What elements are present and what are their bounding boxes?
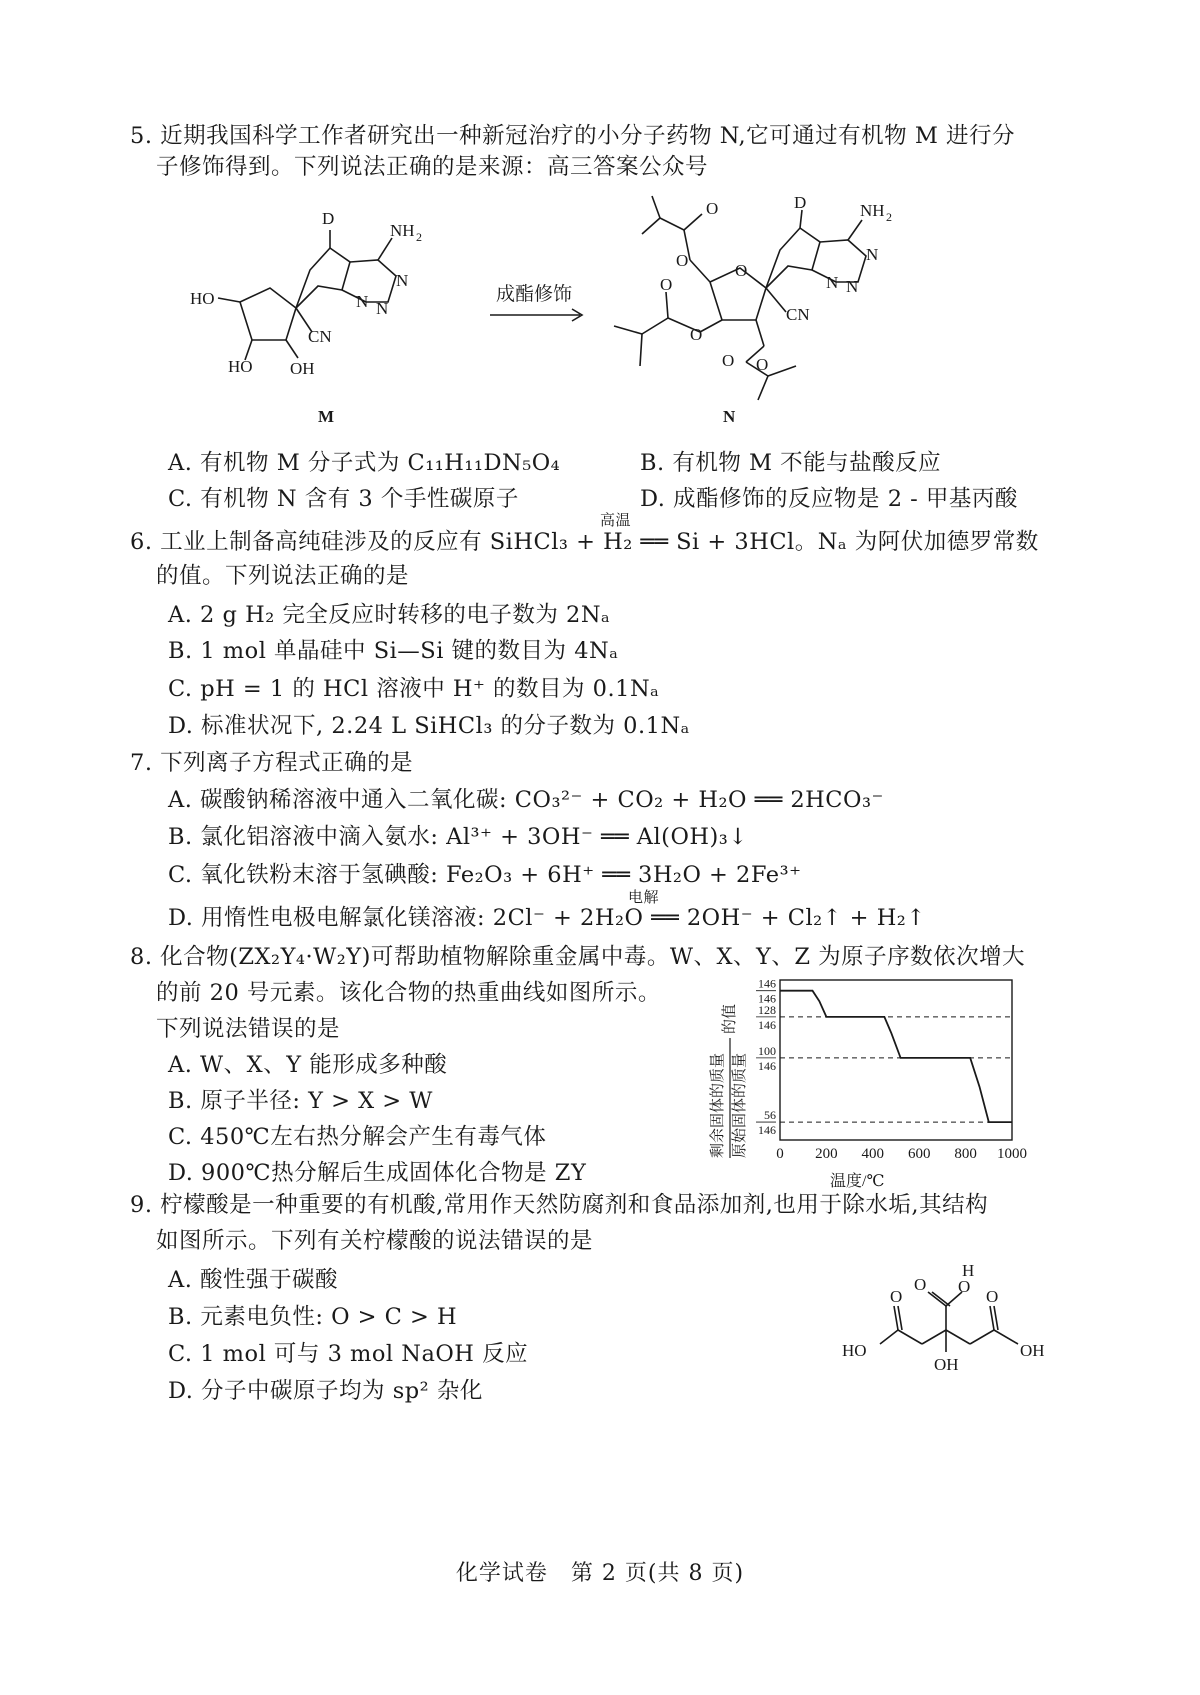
q7-option-d: D. 用惰性电极电解氯化镁溶液: 2Cl⁻ + 2H₂O ══ 2OH⁻ + Cl₂↑ + H₂↑ <box>168 905 926 931</box>
svg-text:O: O <box>735 261 748 280</box>
chart-ytick-num: 146 <box>758 976 776 991</box>
q9-option-a: A. 酸性强于碳酸 <box>168 1267 339 1293</box>
q8-option-d: D. 900℃热分解后生成固体化合物是 ZY <box>168 1160 587 1186</box>
page-footer: 化学试卷 第 2 页(共 8 页) <box>455 1561 745 1586</box>
q6-option-b: B. 1 mol 单晶硅中 Si—Si 键的数目为 4Nₐ <box>168 638 619 664</box>
chart-frame <box>780 980 1012 1140</box>
citric-o: O <box>958 1277 971 1296</box>
q9-stem-line2: 如图所示。下列有关柠檬酸的说法错误的是 <box>156 1228 594 1254</box>
q5-option-b: B. 有机物 M 不能与盐酸反应 <box>640 450 942 476</box>
q6-option-d: D. 标准状况下, 2.24 L SiHCl₃ 的分子数为 0.1Nₐ <box>168 713 690 739</box>
q8-option-c: C. 450℃左右热分解会产生有毒气体 <box>168 1124 547 1150</box>
citric-h: H <box>962 1262 975 1280</box>
chart-xlabel: 温度/℃ <box>830 1173 885 1190</box>
svg-text:O: O <box>706 199 719 218</box>
m-ho-label: HO <box>190 289 215 308</box>
chart-xtick-label: 1000 <box>997 1146 1027 1162</box>
citric-oh-bottom: OH <box>934 1355 959 1374</box>
svg-text:CN: CN <box>308 327 332 346</box>
svg-text:HO: HO <box>228 357 253 376</box>
chart-ytick-den: 146 <box>758 1017 776 1032</box>
chart-ylabel-bottom: 原始固体的质量 <box>732 1052 748 1158</box>
q7-stem: 7. 下列离子方程式正确的是 <box>130 750 414 776</box>
svg-text:NH: NH <box>860 201 885 220</box>
q5-option-d: D. 成酯修饰的反应物是 2 - 甲基丙酸 <box>640 486 1018 512</box>
chart-xtick-label: 600 <box>907 1146 931 1162</box>
m-furanose-ring <box>240 288 296 340</box>
q6-stem-line1: 6. 工业上制备高纯硅涉及的反应有 SiHCl₃ + H₂ ══ Si + 3HCl。Nₐ 为阿伏加德罗常数 <box>130 529 1039 555</box>
svg-text:2: 2 <box>416 230 422 244</box>
svg-text:O: O <box>690 325 703 344</box>
thermogravimetric-chart <box>700 968 1060 1190</box>
svg-text:D: D <box>322 209 335 228</box>
svg-text:O: O <box>756 355 769 374</box>
q9-option-b: B. 元素电负性: O > C > H <box>168 1304 458 1330</box>
svg-text:N: N <box>826 273 839 292</box>
svg-text:O: O <box>890 1287 903 1306</box>
chart-ytick-den: 146 <box>758 1123 776 1138</box>
q6-option-c: C. pH = 1 的 HCl 溶液中 H⁺ 的数目为 0.1Nₐ <box>168 676 660 702</box>
q5-option-c: C. 有机物 N 含有 3 个手性碳原子 <box>168 486 519 512</box>
chart-ytick-num: 100 <box>758 1043 776 1058</box>
q8-stem-line3: 下列说法错误的是 <box>156 1016 341 1042</box>
svg-text:N: N <box>356 292 369 311</box>
q6-option-a: A. 2 g H₂ 完全反应时转移的电子数为 2Nₐ <box>168 602 611 628</box>
svg-text:N: N <box>396 271 409 290</box>
svg-text:N: N <box>376 299 389 318</box>
q7-option-b: B. 氯化铝溶液中滴入氨水: Al³⁺ + 3OH⁻ ══ Al(OH)₃↓ <box>168 824 748 850</box>
q7-option-a: A. 碳酸钠稀溶液中通入二氧化碳: CO₃²⁻ + CO₂ + H₂O ══ 2HCO₃⁻ <box>168 787 884 813</box>
q6-stem-line2: 的值。下列说法正确的是 <box>156 563 410 589</box>
q9-option-c: C. 1 mol 可与 3 mol NaOH 反应 <box>168 1341 529 1367</box>
q6-condition: 高温 <box>600 511 632 529</box>
svg-text:N: N <box>866 245 879 264</box>
q5-stem-line2: 子修饰得到。下列说法正确的是来源：高三答案公众号 <box>156 154 709 180</box>
svg-text:O: O <box>986 1287 999 1306</box>
q5-arrow-label: 成酯修饰 <box>496 284 573 305</box>
q8-option-a: A. W、X、Y 能形成多种酸 <box>168 1052 448 1078</box>
svg-text:O: O <box>914 1275 927 1294</box>
chart-ylabel-suffix: 的值 <box>722 1003 738 1034</box>
svg-text:OH: OH <box>290 359 315 378</box>
svg-text:O: O <box>676 251 689 270</box>
chart-xtick-label: 400 <box>861 1146 885 1162</box>
svg-text:N: N <box>846 277 859 296</box>
chart-series-line <box>780 991 1012 1122</box>
citric-oh-right: OH <box>1020 1341 1045 1360</box>
chart-ytick-num: 56 <box>764 1108 776 1123</box>
q5-option-a: A. 有机物 M 分子式为 C₁₁H₁₁DN₅O₄ <box>168 450 561 476</box>
q8-option-b: B. 原子半径: Y > X > W <box>168 1088 433 1114</box>
svg-text:CN: CN <box>786 305 810 324</box>
citric-ho-left: HO <box>842 1341 867 1360</box>
label-n: N <box>723 407 736 426</box>
q8-stem-line2: 的前 20 号元素。该化合物的热重曲线如图所示。 <box>156 980 661 1006</box>
q7-option-c: C. 氧化铁粉末溶于氢碘酸: Fe₂O₃ + 6H⁺ ══ 3H₂O + 2Fe³⁺ <box>168 862 802 888</box>
chart-ytick-num: 128 <box>758 1002 776 1017</box>
q7-option-d-condition: 电解 <box>628 888 660 906</box>
q5-reaction-scheme <box>190 190 1070 440</box>
label-m: M <box>318 407 335 426</box>
chart-ytick-den: 146 <box>758 991 776 1006</box>
chart-xtick-label: 0 <box>776 1146 784 1162</box>
chart-ylabel-top: 剩余固体的质量 <box>710 1052 726 1158</box>
chart-xtick-label: 200 <box>815 1146 838 1162</box>
q5-stem-line1: 5. 近期我国科学工作者研究出一种新冠治疗的小分子药物 N,它可通过有机物 M 进行分 <box>130 123 1016 149</box>
q8-stem-line1: 8. 化合物(ZX₂Y₄·W₂Y)可帮助植物解除重金属中毒。W、X、Y、Z 为原子序数依次增大 <box>130 944 1026 970</box>
q9-option-d: D. 分子中碳原子均为 sp² 杂化 <box>168 1378 483 1404</box>
svg-text:D: D <box>794 193 807 212</box>
chart-ytick-den: 146 <box>758 1058 776 1073</box>
svg-text:O: O <box>660 275 673 294</box>
svg-text:O: O <box>722 351 735 370</box>
citric-acid-structure <box>842 1262 1082 1392</box>
chart-xtick-label: 800 <box>954 1146 977 1162</box>
svg-text:2: 2 <box>886 210 892 224</box>
svg-text:NH: NH <box>390 221 415 240</box>
q9-stem-line1: 9. 柠檬酸是一种重要的有机酸,常用作天然防腐剂和食品添加剂,也用于除水垢,其结构 <box>130 1192 989 1218</box>
